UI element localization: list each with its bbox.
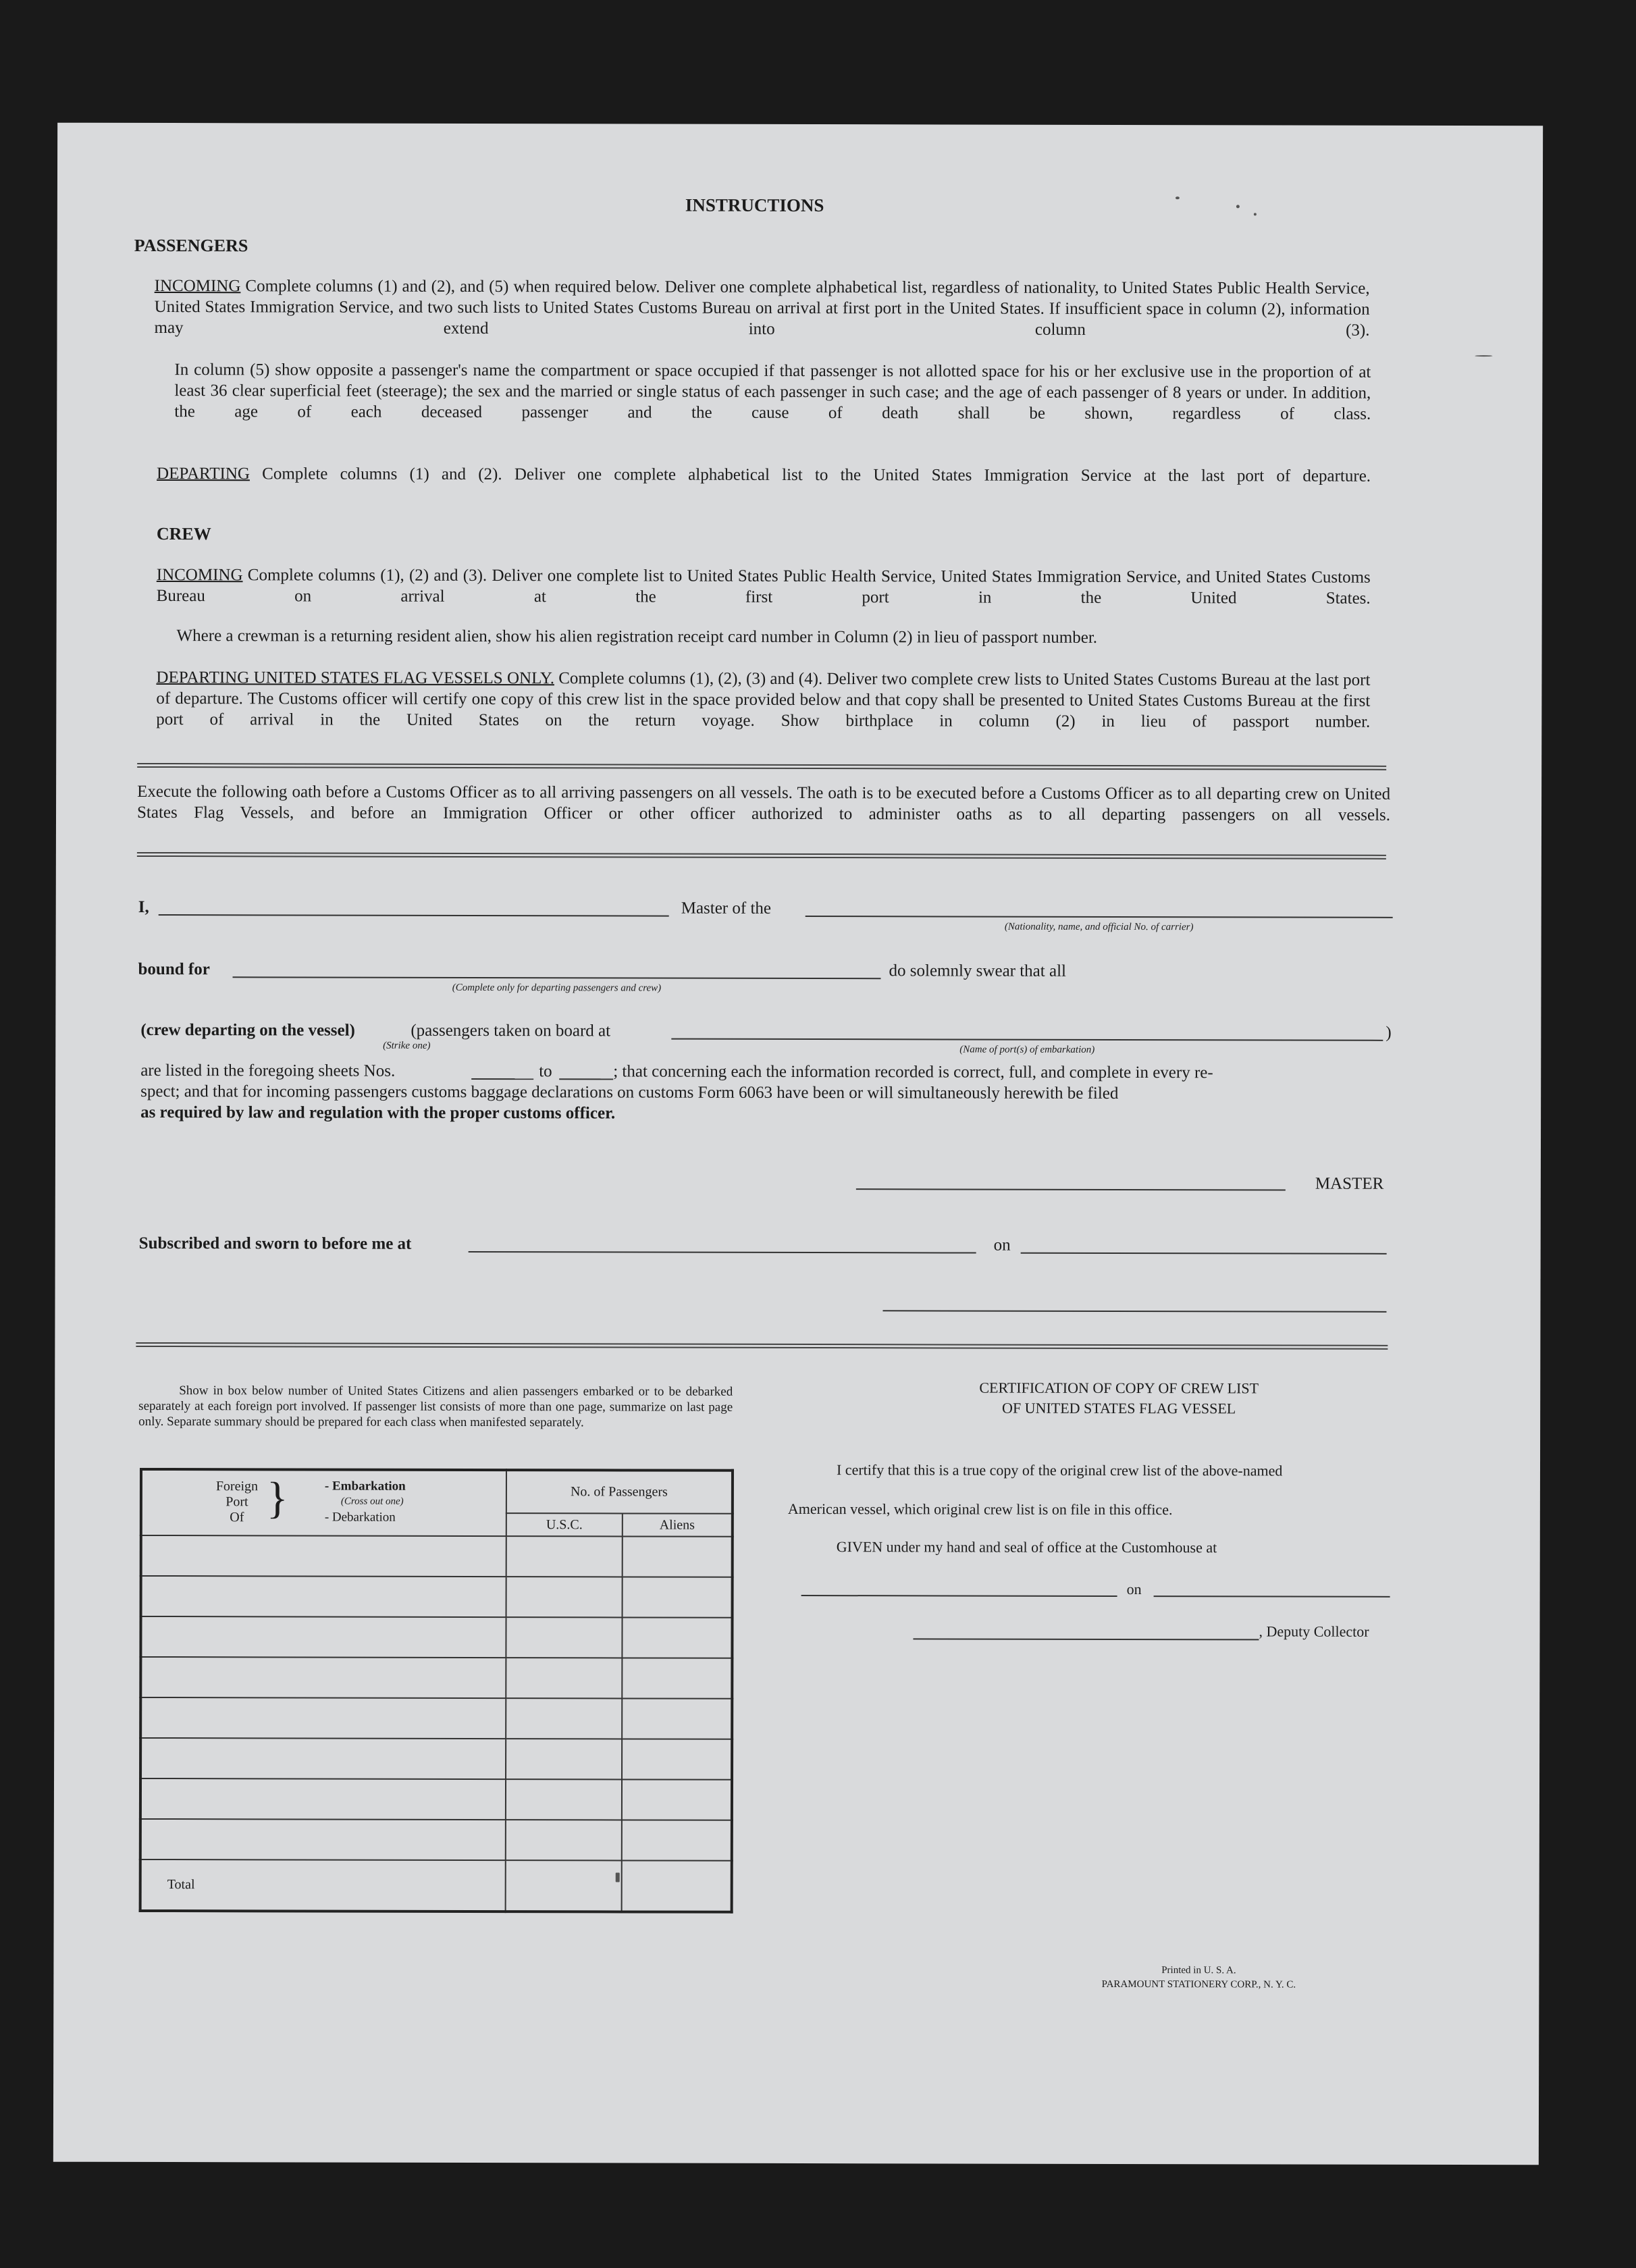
summary-instructions: Show in box below number of United States Citizens and alien passengers embarked or to be debarked separately at each foreign port involved. If passenger list consists of more than one page, summarize on last page only. Separate summary should be prepared for each class when manifested separately.	[138, 1383, 733, 1430]
passengers-taken-option[interactable]: (passengers taken on board at	[411, 1021, 611, 1040]
deputy-signature-field[interactable]	[913, 1638, 1259, 1640]
debarkation-option[interactable]: - Debarkation	[324, 1510, 396, 1525]
port-header-cell	[141, 1469, 506, 1536]
aliens-cell[interactable]	[622, 1739, 732, 1779]
bound-for-caption: (Complete only for departing passengers and crew)	[452, 982, 662, 994]
crew-incoming-label: INCOMING	[156, 566, 243, 585]
aliens-header: Aliens	[623, 1513, 733, 1536]
printed-in-usa: Printed in U. S. A.	[1161, 1965, 1236, 1976]
form-page	[53, 123, 1543, 2165]
port-cell[interactable]	[141, 1576, 506, 1617]
master-signature-field[interactable]	[856, 1188, 1286, 1190]
passengers-departing-text: Complete columns (1) and (2). Deliver one complete alphabetical list to the United States Immigration Service at the last port of departure.	[249, 465, 1371, 485]
passenger-summary-table	[139, 1468, 734, 1914]
usc-cell[interactable]	[506, 1536, 623, 1577]
port-cell[interactable]	[140, 1657, 506, 1698]
certification-title-2: OF UNITED STATES FLAG VESSEL	[1002, 1399, 1236, 1417]
certify-line-1: I certify that this is a true copy of the original crew list of the above-named	[836, 1461, 1283, 1479]
no-of-passengers-header: No. of Passengers	[506, 1470, 733, 1514]
certify-line-2: American vessel, which original crew list is on file in this office.	[787, 1500, 1173, 1519]
oath-i-label: I,	[138, 897, 149, 916]
cert-on-label: on	[1126, 1581, 1142, 1598]
of-label: Of	[230, 1510, 244, 1525]
bound-for-field[interactable]	[233, 976, 881, 979]
scan-speck	[1176, 196, 1180, 199]
printer-name: PARAMOUNT STATIONERY CORP., N. Y. C.	[1101, 1978, 1296, 1990]
aliens-cell[interactable]	[622, 1820, 732, 1860]
passengers-departing-label: DEPARTING	[157, 465, 250, 483]
passengers-heading: PASSENGERS	[134, 235, 248, 256]
crew-heading: CREW	[156, 524, 211, 544]
listed-text-line-3: as required by law and regulation with the proper customs officer.	[140, 1103, 616, 1123]
port-cell[interactable]	[140, 1738, 506, 1779]
crew-incoming-text: Complete columns (1), (2) and (3). Deliver one complete list to United States Public Health Service, United States Immigration Service, and United States Customs Bureau on arrival at the first port in the United States.	[156, 566, 1371, 608]
aliens-cell[interactable]	[622, 1698, 732, 1739]
listed-text-line-2: spect; and that for incoming passengers customs baggage declarations on customs Form 6063 have been or will simultaneously herewith be filed	[140, 1082, 1119, 1103]
foreign-port-of-label	[210, 1479, 264, 1525]
aliens-cell[interactable]	[623, 1536, 733, 1577]
sheet-from-field[interactable]	[471, 1078, 533, 1080]
crew-departing-label: DEPARTING UNITED STATES FLAG VESSELS ONLY.	[156, 668, 554, 688]
aliens-cell[interactable]	[622, 1658, 732, 1698]
cross-out-caption: (Cross out one)	[340, 1496, 404, 1507]
oath-instruction-paragraph: Execute the following oath before a Customs Officer as to all arriving passengers on all vessels. The oath is to be executed before a Customs Officer as to all departing crew on United States Flag Vessels, and before an Immigration Officer or other officer authorized to administer oaths as to all departing passengers on all vessels.	[136, 782, 1391, 824]
section-divider	[137, 763, 1386, 770]
aliens-cell[interactable]	[622, 1617, 732, 1658]
bound-for-label: bound for	[138, 959, 210, 979]
passengers-departing-paragraph	[157, 463, 1371, 508]
master-name-field[interactable]	[159, 914, 669, 917]
officer-signature-field[interactable]	[882, 1310, 1386, 1313]
aliens-cell[interactable]	[622, 1779, 732, 1820]
scan-speck	[1254, 213, 1257, 215]
passengers-incoming-paragraph	[154, 275, 1369, 362]
sheet-to-field[interactable]	[559, 1078, 613, 1080]
closing-paren: )	[1386, 1023, 1392, 1042]
foreign-label: Foreign	[215, 1479, 259, 1494]
column5-paragraph: In column (5) show opposite a passenger's name the compartment or space occupied if that passenger is not allotted space for his or her exclusive use in the proportion of at least 36 clear superficial feet (steerage); the sex and the married or single status of each passenger in such case; and the age of each passenger of 8 years or under. In addition, the age of each deceased passenger and the cause of death shall be shown, regardless of class.	[174, 361, 1371, 423]
aliens-cell[interactable]	[623, 1577, 733, 1617]
usc-cell[interactable]	[506, 1820, 622, 1860]
total-aliens-cell[interactable]	[622, 1860, 732, 1911]
swear-label: do solemnly swear that all	[889, 961, 1067, 980]
scan-speck	[616, 1872, 620, 1882]
port-cell[interactable]	[140, 1819, 506, 1860]
port-cell[interactable]	[140, 1697, 506, 1739]
usc-cell[interactable]	[506, 1658, 622, 1698]
passengers-incoming-text: Complete columns (1) and (2), and (5) when required below. Deliver one complete alphabetical list, regardless of nationality, to United States Public Health Service, United States Immigration Service, and two such lists to United States Customs Bureau on arrival at first port in the United States. If insufficient space in column (2), information may extend into column (3).	[154, 277, 1370, 340]
carrier-caption: (Nationality, name, and official No. of carrier)	[1004, 921, 1194, 933]
usc-cell[interactable]	[506, 1739, 622, 1779]
crew-departing-paragraph	[156, 667, 1370, 754]
to-label: to	[539, 1062, 552, 1081]
port-label: Port	[226, 1494, 248, 1510]
passengers-incoming-label: INCOMING	[154, 277, 241, 296]
total-usc-cell[interactable]	[506, 1860, 622, 1911]
scan-speck	[1475, 355, 1492, 357]
scan-speck	[1236, 205, 1240, 208]
given-line: GIVEN under my hand and seal of office at the Customhouse at	[836, 1538, 1217, 1556]
sworn-date-field[interactable]	[1021, 1252, 1387, 1255]
crew-departing-text: Complete columns (1), (2), (3) and (4). Deliver two complete crew lists to United States Customs Bureau at the last port of departure. The Customs officer will certify one copy of this crew list in the space provided below and that copy shall be presented to United States Customs Bureau at the first port of arrival in the United States on the return voyage. Show birthplace in column (2) in lieu of passport number.	[156, 669, 1371, 731]
usc-header: U.S.C.	[506, 1513, 623, 1536]
subscribed-label: Subscribed and sworn to before me at	[138, 1234, 412, 1253]
sworn-on-label: on	[993, 1236, 1011, 1255]
port-cell[interactable]	[140, 1778, 506, 1820]
section-divider	[136, 1342, 1388, 1350]
master-label: MASTER	[1315, 1174, 1384, 1193]
cert-date-field[interactable]	[1154, 1595, 1390, 1598]
embarkation-caption: (Name of port(s) of embarkation)	[959, 1044, 1095, 1055]
certification-title-1: CERTIFICATION OF COPY OF CREW LIST	[979, 1379, 1259, 1397]
master-of-label: Master of the	[681, 899, 772, 918]
customhouse-field[interactable]	[801, 1595, 1117, 1597]
embarkation-port-field[interactable]	[671, 1038, 1383, 1041]
deputy-collector-label: , Deputy Collector	[1259, 1623, 1369, 1640]
section-divider	[137, 852, 1386, 860]
listed-text-start: are listed in the foregoing sheets Nos.	[140, 1061, 396, 1080]
page-title: INSTRUCTIONS	[685, 194, 824, 216]
embarkation-option[interactable]: - Embarkation	[324, 1479, 406, 1494]
crew-departing-option[interactable]: (crew departing on the vessel)	[140, 1020, 355, 1040]
crew-resident-paragraph: Where a crewman is a returning resident alien, show his alien registration receipt card number in Column (2) in lieu of passport number.	[176, 627, 1098, 647]
brace-icon: }	[266, 1473, 288, 1523]
sworn-place-field[interactable]	[469, 1251, 976, 1254]
usc-cell[interactable]	[506, 1617, 622, 1658]
usc-cell[interactable]	[506, 1698, 622, 1739]
strike-caption: (Strike one)	[383, 1040, 431, 1051]
carrier-field[interactable]	[806, 916, 1393, 918]
usc-cell[interactable]	[506, 1577, 623, 1617]
port-cell[interactable]	[141, 1535, 506, 1577]
port-cell[interactable]	[140, 1616, 506, 1658]
listed-text-continued: ; that concerning each the information recorded is correct, full, and complete in every re-	[613, 1062, 1213, 1082]
crew-incoming-paragraph	[157, 564, 1371, 630]
usc-cell[interactable]	[506, 1779, 622, 1820]
total-label: Total	[140, 1860, 506, 1911]
